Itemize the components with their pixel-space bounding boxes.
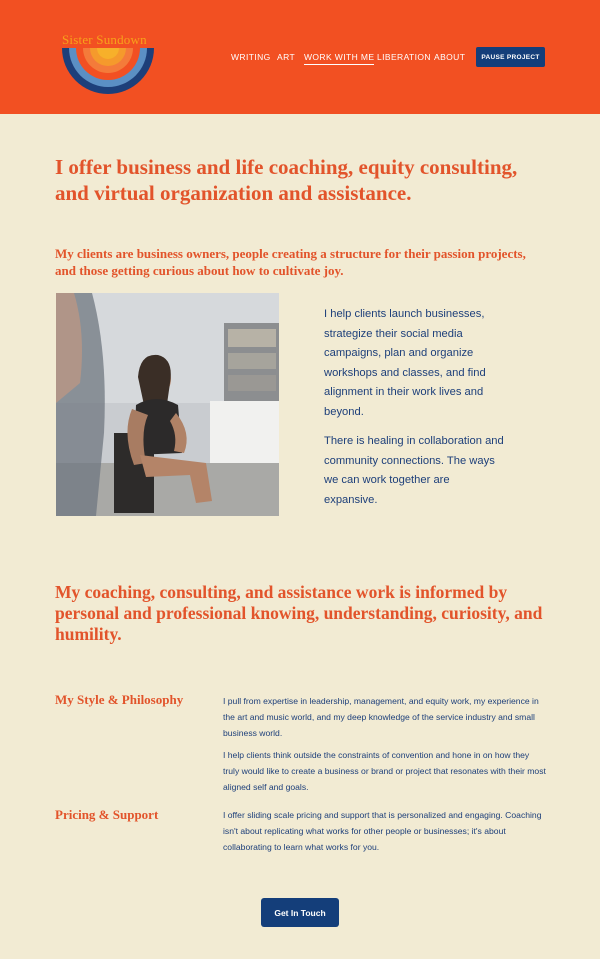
nav-work-with-me[interactable]: WORK WITH ME [304, 52, 374, 65]
pricing-support-text [223, 808, 547, 855]
nav-about[interactable]: ABOUT [434, 52, 466, 62]
nav-liberation[interactable]: LIBERATION [377, 52, 431, 62]
style-paragraph: I help clients think outside the constraints of convention and hone in on how they truly would like to create a business or brand or project that resonates with their most aligned self and goals. [223, 750, 546, 792]
site-header [0, 0, 600, 114]
pause-project-button[interactable]: PAUSE PROJECT [476, 47, 545, 67]
pricing-paragraph: I offer sliding scale pricing and support that is personalized and engaging. Coaching isn't about replicating what works for other people or businesses; it's about collaborating to learn what works for you. [223, 810, 542, 852]
intro-paragraph: I help clients launch businesses, strategize their social media campaigns, plan and organize workshops and classes, and find alignment in their work lives and beyond. [324, 308, 486, 418]
section-title: My coaching, consulting, and assistance work is informed by personal and professional knowing, understanding, curiosity, and humility. [55, 582, 543, 644]
page-subtitle: My clients are business owners, people creating a structure for their passion projects, and those getting curious about how to cultivate joy. [55, 246, 526, 278]
page-title: I offer business and life coaching, equity consulting, and virtual organization and assistance. [55, 155, 518, 205]
pricing-support-heading: Pricing & Support [55, 807, 159, 822]
coaching-photo [56, 293, 279, 516]
style-philosophy-heading: My Style & Philosophy [55, 692, 184, 707]
style-paragraph: I pull from expertise in leadership, management, and equity work, my experience in the art and music world, and my deep knowledge of the service industry and small business world. [223, 696, 539, 738]
site-logo[interactable] [60, 32, 156, 94]
intro-paragraph: There is healing in collaboration and community connections. The ways we can work together are expansive. [324, 435, 504, 506]
style-philosophy-text [223, 694, 547, 796]
logo-text: Sister Sundown [62, 32, 147, 47]
nav-writing[interactable]: WRITING [231, 52, 271, 62]
nav-art[interactable]: ART [277, 52, 296, 62]
intro-text [324, 305, 504, 510]
get-in-touch-button[interactable]: Get In Touch [261, 898, 339, 927]
